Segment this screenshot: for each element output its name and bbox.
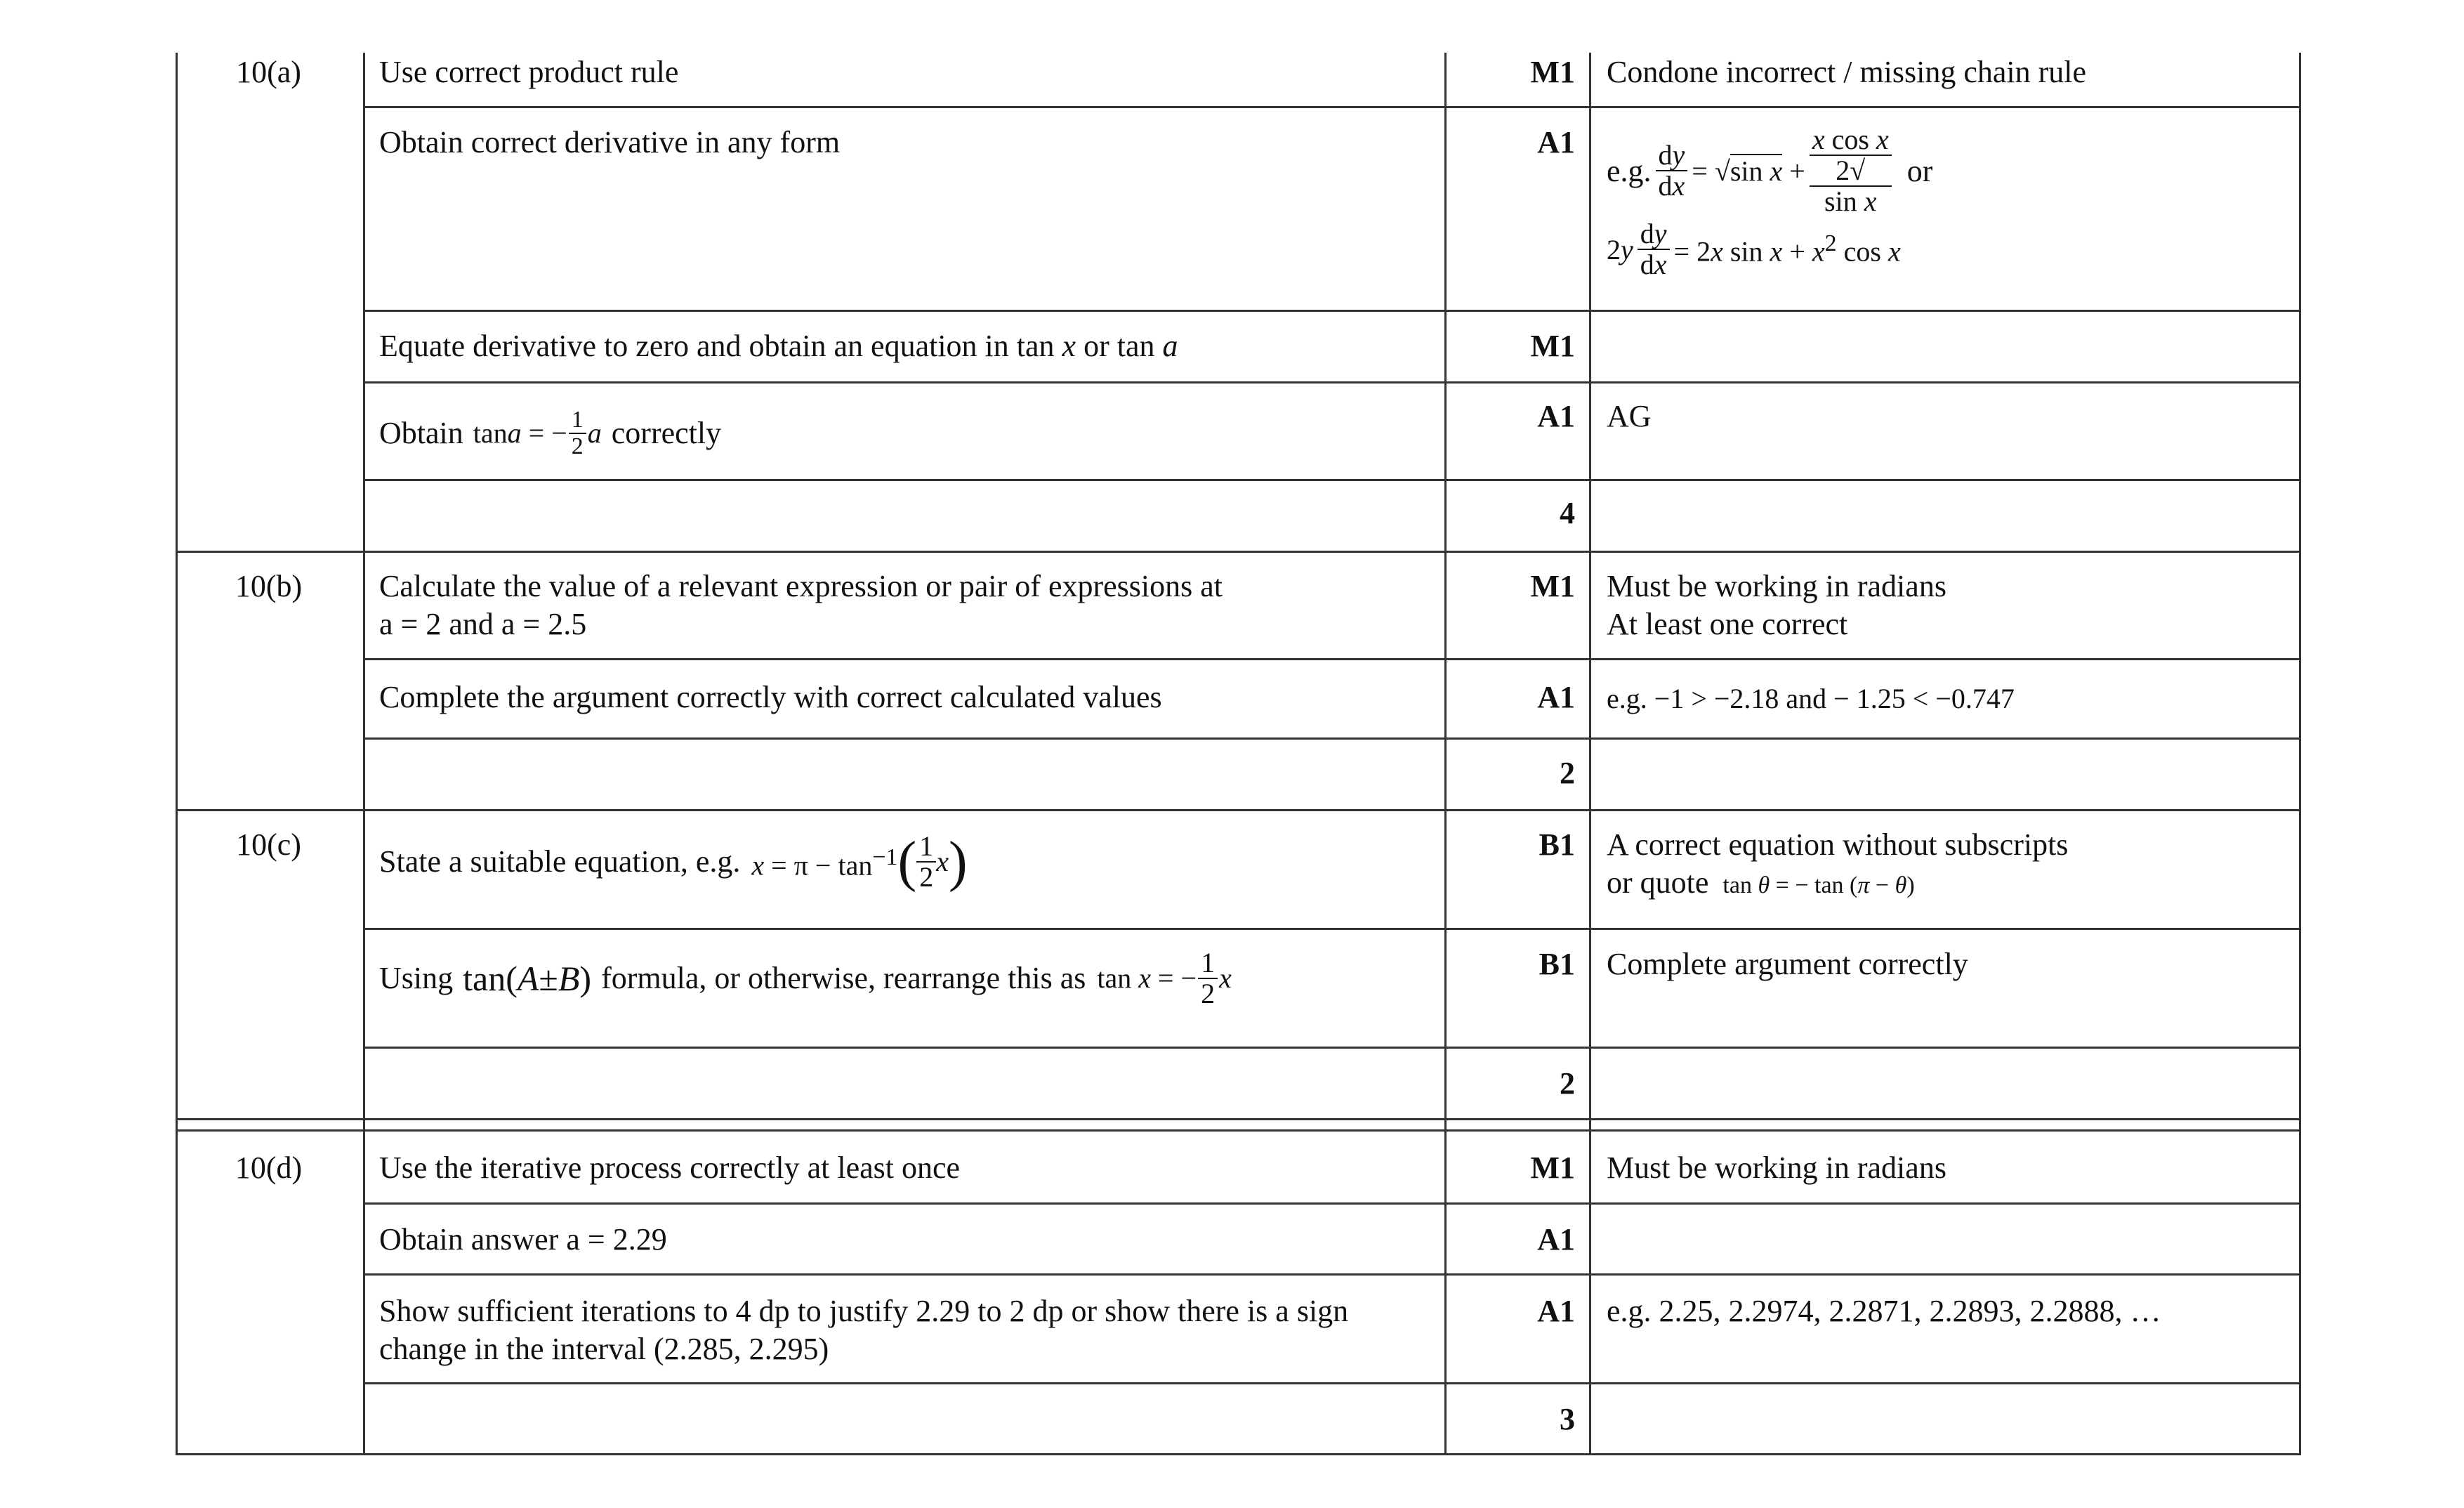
guidance-text: Condone incorrect / missing chain rule: [1607, 55, 2087, 89]
row-line: [363, 658, 2301, 660]
row-line: [363, 381, 2301, 383]
answer-text: Using tan(A±B) formula, or otherwise, rearrange this as tan x = − $\frac{1}{2}$ x: [379, 947, 1232, 1009]
fraction-dy-dx: $\frac{dy}{dx}$: [1656, 140, 1688, 201]
table-border-bottom: [176, 1453, 2301, 1455]
col-sep-marks: [1589, 53, 1591, 1455]
table-border-left: [176, 53, 178, 1455]
fraction-half: $\frac{1}{2}$: [1198, 948, 1218, 1009]
eg-label: e.g.: [1607, 153, 1652, 188]
guidance-text: Complete argument correctly: [1607, 947, 1968, 981]
part-total: 3: [1560, 1402, 1575, 1436]
or-label: or: [1906, 153, 1933, 188]
answer-text: Obtain answer a = 2.29: [379, 1222, 667, 1257]
mark-code: B1: [1539, 827, 1575, 862]
row-line: [363, 479, 2301, 481]
answer-text: Calculate the value of a relevant expression or pair of expressions at a = 2 and a = 2.5: [379, 569, 1223, 641]
equation-text: 2y: [1607, 233, 1633, 265]
guidance-text: A correct equation without subscripts or quote tan θ = − tan (π − θ): [1607, 827, 2069, 900]
mark-code: M1: [1530, 569, 1575, 603]
mark-code: A1: [1537, 399, 1575, 433]
question-label: 10(b): [235, 569, 303, 603]
equation-text: tan θ = − tan (π − θ): [1722, 872, 1915, 898]
row-line: [363, 1047, 2301, 1049]
guidance-text: Must be working in radians: [1607, 1150, 1946, 1185]
fraction-half: $\frac{1}{2}$: [569, 407, 586, 459]
answer-text: Complete the argument correctly with correct calculated values: [379, 680, 1162, 714]
equation-text: = 2x $\sin x + x^2$ cos x: [1673, 230, 1901, 268]
part-line: [176, 809, 2301, 811]
question-label: 10(a): [236, 55, 301, 89]
derivative-example-line2: [1607, 219, 2302, 280]
part-line: [176, 551, 2301, 553]
equation-text: $x = \pi - \tan^{-1}$: [751, 844, 898, 881]
question-label: 10(d): [235, 1150, 303, 1185]
guidance-text: Must be working in radians At least one correct: [1607, 569, 1946, 641]
answer-text: State a suitable equation, e.g. $x = \pi - \tan^{-1}$ ( $\frac{1}{2}$ x ): [379, 830, 968, 893]
answer-text: Show sufficient iterations to 4 dp to justify 2.29 to 2 dp or show there is a sign change in the interval (2.285, 2.295): [379, 1294, 1349, 1366]
row-line: [363, 1202, 2301, 1205]
mark-code: M1: [1530, 1150, 1575, 1185]
equation-text: tan(A±B): [463, 959, 592, 998]
derivative-example-line1: [1607, 125, 2302, 216]
answer-text: Equate derivative to zero and obtain an equation in tan x or tan a: [379, 329, 1178, 363]
part-total: 4: [1560, 496, 1575, 530]
fraction-xcosx: x cos x 2√ sin x: [1810, 125, 1892, 216]
derivative-example: [1607, 125, 2302, 280]
answer-text: Use the iterative process correctly at least once: [379, 1150, 961, 1185]
paren-right: ): [948, 831, 968, 893]
fraction-dy-dx: $\frac{dy}{dx}$: [1638, 219, 1670, 280]
part-total: 2: [1560, 756, 1575, 790]
mark-code: B1: [1539, 947, 1575, 981]
guidance-text: e.g. 2.25, 2.2974, 2.2871, 2.2893, 2.2888, …: [1607, 1294, 2161, 1328]
answer-text: Obtain tana = − $\frac{1}{2}$ a correctly: [379, 407, 722, 459]
equation-text: = √sin x +: [1692, 155, 1805, 187]
mark-code: A1: [1537, 1222, 1575, 1257]
mark-code: A1: [1537, 680, 1575, 714]
mark-code: A1: [1537, 125, 1575, 159]
guidance-text: e.g. −1 > −2.18 and − 1.25 < −0.747: [1607, 683, 2015, 714]
paren-left: (: [897, 831, 917, 893]
part-total: 2: [1560, 1066, 1575, 1101]
row-line: [363, 1273, 2301, 1276]
answer-text: Use correct product rule: [379, 55, 679, 89]
equation-text: tana = −: [473, 417, 567, 449]
row-line: [363, 310, 2301, 312]
part-line: [176, 1129, 2301, 1132]
row-line: [363, 928, 2301, 930]
equation-text: tan x = −: [1097, 962, 1197, 994]
mark-code: M1: [1530, 329, 1575, 363]
answer-text: Obtain correct derivative in any form: [379, 125, 841, 159]
row-line: [363, 106, 2301, 108]
fraction-half: $\frac{1}{2}$: [916, 832, 936, 892]
part-line: [176, 1118, 2301, 1120]
mark-code: A1: [1537, 1294, 1575, 1328]
guidance-text: AG: [1607, 399, 1652, 433]
row-line: [363, 737, 2301, 740]
question-label: 10(c): [236, 827, 301, 862]
row-line: [363, 1382, 2301, 1384]
col-sep-question: [363, 53, 365, 1455]
mark-code: M1: [1530, 55, 1575, 89]
